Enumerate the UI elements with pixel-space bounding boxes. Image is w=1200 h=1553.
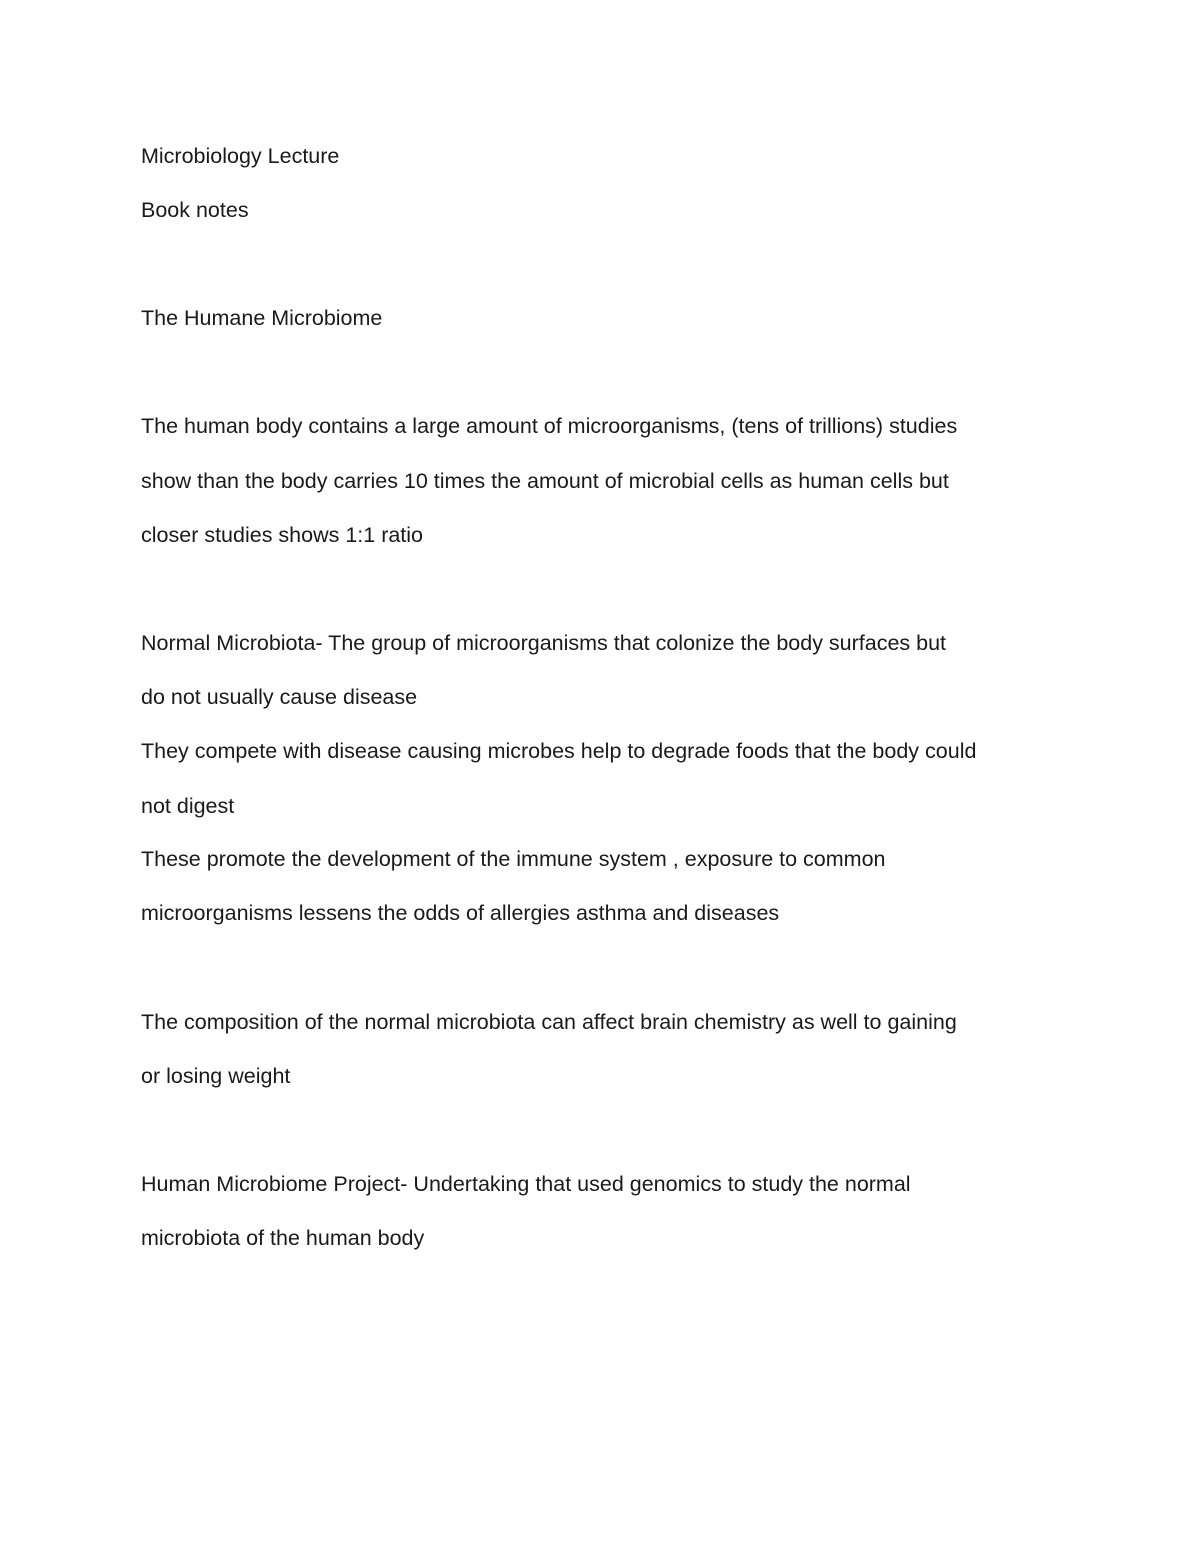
body-line: microorganisms lessens the odds of allergies asthma and diseases [141,901,780,925]
body-line: Human Microbiome Project- Undertaking that used genomics to study the normal [141,1172,911,1196]
body-line: or losing weight [141,1064,291,1088]
body-line: closer studies shows 1:1 ratio [141,523,424,547]
body-line: The composition of the normal microbiota can affect brain chemistry as well to gaining [141,1010,957,1034]
body-line: The human body contains a large amount of microorganisms, (tens of trillions) studies [141,414,958,438]
section-heading: The Humane Microbiome [141,306,383,330]
body-line: do not usually cause disease [141,685,418,709]
body-line: microbiota of the human body [141,1226,425,1250]
body-line: They compete with disease causing microbes help to degrade foods that the body could [141,739,977,763]
body-line: show than the body carries 10 times the amount of microbial cells as human cells but [141,469,949,493]
document-subtitle: Book notes [141,198,249,222]
document-title: Microbiology Lecture [141,144,340,168]
body-line: Normal Microbiota- The group of microorganisms that colonize the body surfaces but [141,631,947,655]
body-line: not digest [141,794,235,818]
body-line: These promote the development of the immune system , exposure to common [141,847,886,871]
